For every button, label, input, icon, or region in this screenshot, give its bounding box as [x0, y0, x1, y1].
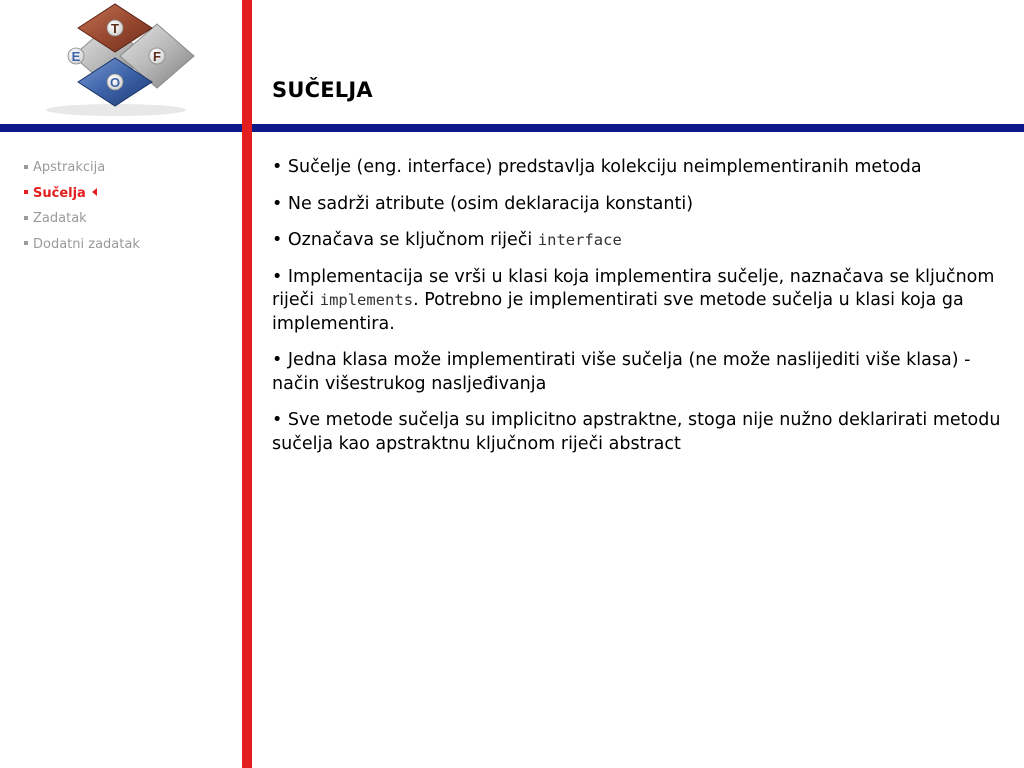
- nav-item-label: Zadatak: [33, 211, 87, 226]
- code-keyword-implements: implements: [319, 291, 414, 309]
- bullet-icon: [24, 216, 28, 220]
- red-vertical-divider: [242, 0, 252, 768]
- nav-item-apstrakcija[interactable]: [24, 155, 239, 181]
- bullet-implicitly-abstract: • Sve metode sučelja su implicitno apstraktne, stoga nije nužno deklarirati metodu sučelja kao apstraktnu ključnom riječi abstract: [272, 410, 1001, 454]
- logo-letter-o: O: [109, 75, 121, 90]
- slide-title: SUČELJA: [272, 78, 373, 102]
- bullet-implementation: [272, 266, 1002, 337]
- bullet-text-continued: . Potrebno je implementirati sve metode sučelja u klasi koja ga implementira.: [272, 290, 964, 334]
- bullet-icon: [24, 190, 28, 194]
- bullet-icon: [24, 241, 28, 245]
- etfo-logo: [30, 2, 200, 120]
- code-keyword-interface: interface: [537, 231, 622, 249]
- nav-item-zadatak[interactable]: [24, 206, 239, 232]
- slide-content: [272, 156, 1002, 469]
- nav-item-label: Sučelja: [33, 185, 86, 201]
- nav-item-dodatni-zadatak[interactable]: [24, 232, 239, 258]
- bullet-keyword-interface: [272, 229, 1002, 253]
- bullet-text: • Označava se ključnom riječi: [272, 230, 538, 250]
- bullet-icon: [24, 165, 28, 169]
- current-page-arrow-icon: [92, 188, 97, 196]
- sidebar-nav: [24, 155, 239, 257]
- nav-item-label: Dodatni zadatak: [33, 236, 140, 252]
- bullet-interface-definition: • Sučelje (eng. interface) predstavlja kolekciju neimplementiranih metoda: [272, 157, 922, 177]
- nav-item-label: Apstrakcija: [33, 160, 106, 175]
- logo-letter-t: T: [111, 21, 119, 36]
- logo-letter-e: E: [71, 49, 81, 64]
- bullet-no-attributes: • Ne sadrži atribute (osim deklaracija konstanti): [272, 193, 694, 214]
- divider-crossing: [242, 124, 252, 132]
- logo-letter-f: F: [153, 49, 161, 64]
- navy-horizontal-divider: [0, 124, 1024, 132]
- bullet-text: • Implementacija se vrši u klasi koja implementira sučelje, naznačava se ključnom riječi: [272, 266, 995, 310]
- bullet-multiple-interfaces: • Jedna klasa može implementirati više sučelja (ne može naslijediti više klasa) - način višestrukog nasljeđivanja: [272, 350, 971, 394]
- nav-item-sucelja[interactable]: [24, 181, 239, 207]
